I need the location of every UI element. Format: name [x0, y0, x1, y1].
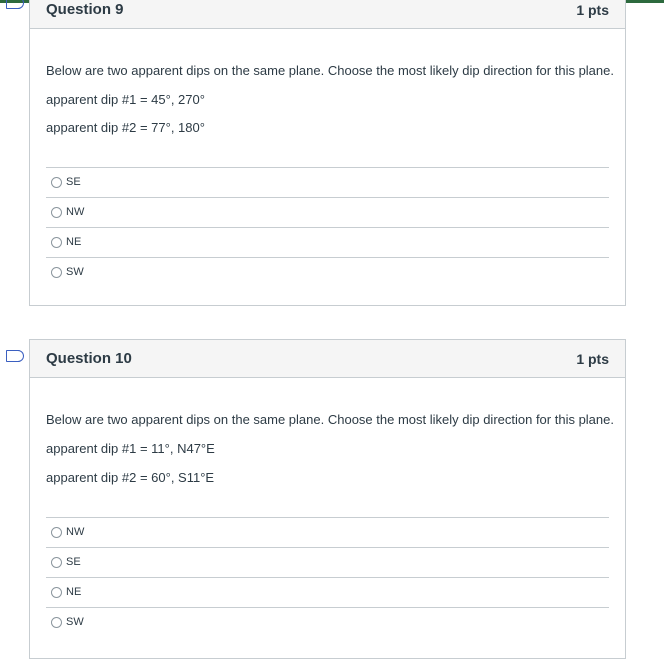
- answer-label: SE: [66, 176, 81, 188]
- radio-button[interactable]: [51, 267, 62, 278]
- question-10-card: [29, 339, 626, 659]
- apparent-dip-1: apparent dip #1 = 45°, 270°: [46, 92, 205, 107]
- radio-button[interactable]: [51, 617, 62, 628]
- radio-button[interactable]: [51, 557, 62, 568]
- answer-list: [46, 167, 609, 287]
- answer-option[interactable]: [46, 547, 609, 577]
- flag-question-icon[interactable]: [6, 350, 20, 362]
- answer-label: NE: [66, 236, 82, 248]
- question-prompt: Below are two apparent dips on the same plane. Choose the most likely dip direction for this plane.: [46, 412, 614, 427]
- answer-label: NW: [66, 206, 85, 218]
- answer-option[interactable]: [46, 607, 609, 637]
- answer-list: [46, 517, 609, 637]
- apparent-dip-1: apparent dip #1 = 11°, N47°E: [46, 441, 215, 456]
- radio-button[interactable]: [51, 207, 62, 218]
- question-title: Question 9: [46, 1, 124, 18]
- answer-label: SW: [66, 266, 84, 278]
- radio-button[interactable]: [51, 177, 62, 188]
- answer-option[interactable]: [46, 167, 609, 197]
- answer-option[interactable]: [46, 257, 609, 287]
- answer-option[interactable]: [46, 577, 609, 607]
- answer-option[interactable]: [46, 197, 609, 227]
- answer-label: NW: [66, 526, 85, 538]
- flag-question-icon[interactable]: [6, 0, 20, 9]
- question-header: [30, 340, 625, 378]
- apparent-dip-2: apparent dip #2 = 77°, 180°: [46, 120, 205, 135]
- question-title: Question 10: [46, 350, 132, 367]
- question-points: 1 pts: [576, 351, 609, 367]
- answer-label: NE: [66, 586, 82, 598]
- radio-button[interactable]: [51, 527, 62, 538]
- radio-button[interactable]: [51, 237, 62, 248]
- question-points: 1 pts: [576, 2, 609, 18]
- radio-button[interactable]: [51, 587, 62, 598]
- answer-option[interactable]: [46, 517, 609, 547]
- answer-label: SW: [66, 616, 84, 628]
- apparent-dip-2: apparent dip #2 = 60°, S11°E: [46, 470, 215, 485]
- question-9-card: [29, 0, 626, 306]
- answer-option[interactable]: [46, 227, 609, 257]
- question-header: [30, 0, 625, 29]
- answer-label: SE: [66, 556, 81, 568]
- question-prompt: Below are two apparent dips on the same plane. Choose the most likely dip direction for this plane.: [46, 63, 614, 78]
